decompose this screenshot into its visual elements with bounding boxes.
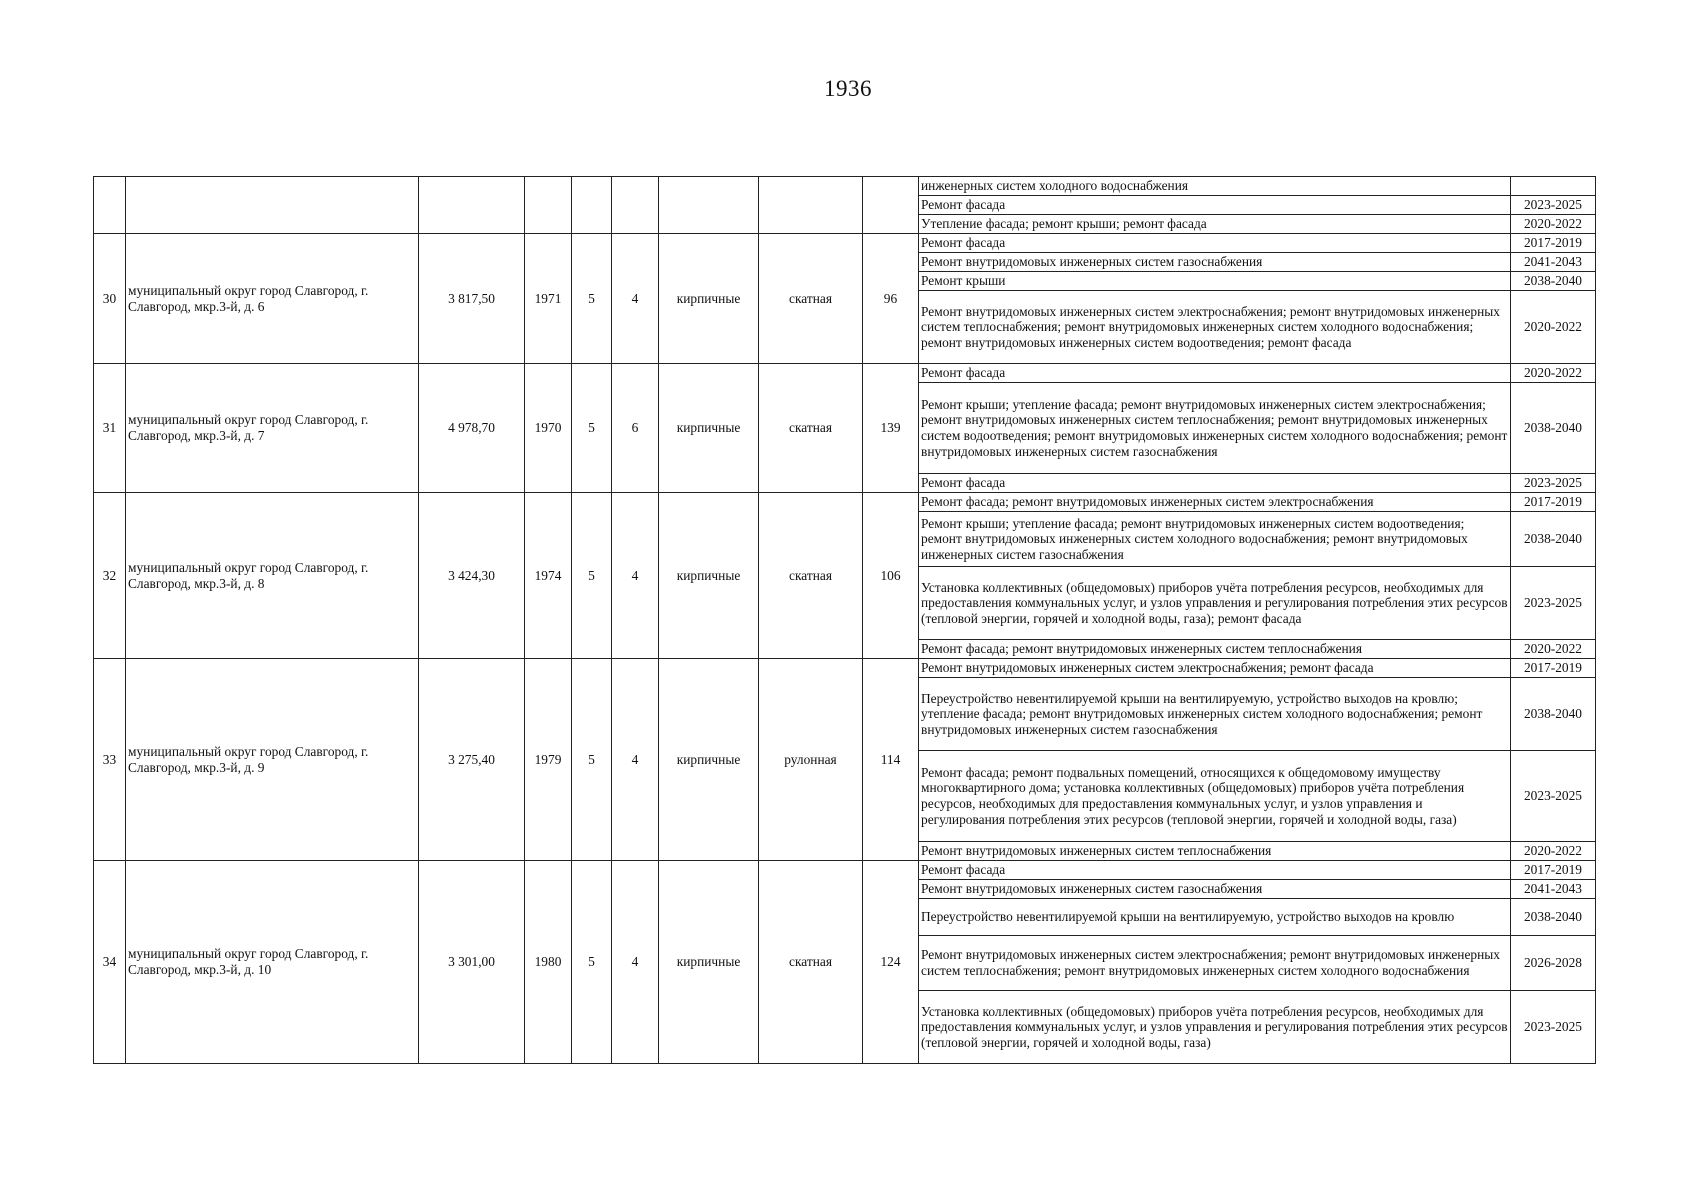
floor-count: 5 (572, 234, 612, 364)
work-period: 2020-2022 (1511, 842, 1596, 861)
building-address: муниципальный округ город Славгород, г. Славгород, мкр.3-й, д. 6 (126, 234, 419, 364)
empty-cell (572, 177, 612, 234)
row-number: 34 (94, 861, 126, 1064)
work-description: Утепление фасада; ремонт крыши; ремонт фасада (919, 215, 1511, 234)
work-description: Переустройство невентилируемой крыши на вентилируемую, устройство выходов на кровлю; утепление фасада; ремонт внутридомовых инженерных систем холодного водоснабжения; ремонт внутридомовых инженерных систем газоснабжения (919, 678, 1511, 751)
resident-count: 124 (863, 861, 919, 1064)
roof-type: скатная (759, 364, 863, 493)
entrance-count: 6 (612, 364, 659, 493)
empty-cell (863, 177, 919, 234)
work-description: Установка коллективных (общедомовых) приборов учёта потребления ресурсов, необходимых для предоставления коммунальных услуг, и узлов управления и регулирования потребления этих ресурсов (тепловой энергии, горячей и холодной воды, газа); ремонт фасада (919, 567, 1511, 640)
entrance-count: 4 (612, 493, 659, 659)
work-period: 2020-2022 (1511, 291, 1596, 364)
work-period: 2023-2025 (1511, 991, 1596, 1064)
work-period: 2041-2043 (1511, 880, 1596, 899)
work-description: Ремонт крыши (919, 272, 1511, 291)
work-description: Ремонт фасада (919, 234, 1511, 253)
table-row (94, 493, 1596, 512)
work-period: 2041-2043 (1511, 253, 1596, 272)
empty-cell (126, 177, 419, 234)
build-year: 1974 (525, 493, 572, 659)
work-description: Ремонт фасада (919, 861, 1511, 880)
wall-material: кирпичные (659, 493, 759, 659)
empty-cell (94, 177, 126, 234)
table-row (94, 364, 1596, 383)
work-description: Ремонт внутридомовых инженерных систем газоснабжения (919, 253, 1511, 272)
roof-type: скатная (759, 861, 863, 1064)
work-description: Ремонт внутридомовых инженерных систем электроснабжения; ремонт внутридомовых инженерных систем теплоснабжения; ремонт внутридомовых инженерных систем холодного водоснабжения; ремонт внутридомовых инженерных систем водоотведения; ремонт фасада (919, 291, 1511, 364)
building-address: муниципальный округ город Славгород, г. Славгород, мкр.3-й, д. 10 (126, 861, 419, 1064)
table-row (94, 861, 1596, 880)
empty-cell (525, 177, 572, 234)
work-period: 2023-2025 (1511, 196, 1596, 215)
work-period: 2023-2025 (1511, 474, 1596, 493)
work-period: 2038-2040 (1511, 383, 1596, 474)
work-description: Ремонт внутридомовых инженерных систем электроснабжения; ремонт внутридомовых инженерных систем теплоснабжения; ремонт внутридомовых инженерных систем холодного водоснабжения (919, 936, 1511, 991)
entrance-count: 4 (612, 659, 659, 861)
continuation-row (94, 177, 1596, 196)
table-row (94, 234, 1596, 253)
wall-material: кирпичные (659, 364, 759, 493)
work-period: 2020-2022 (1511, 640, 1596, 659)
build-year: 1979 (525, 659, 572, 861)
floor-count: 5 (572, 861, 612, 1064)
empty-cell (659, 177, 759, 234)
wall-material: кирпичные (659, 861, 759, 1064)
row-number: 32 (94, 493, 126, 659)
build-year: 1980 (525, 861, 572, 1064)
resident-count: 106 (863, 493, 919, 659)
building-registry-table (93, 176, 1596, 1064)
entrance-count: 4 (612, 234, 659, 364)
row-number: 31 (94, 364, 126, 493)
empty-cell (759, 177, 863, 234)
building-address: муниципальный округ город Славгород, г. Славгород, мкр.3-й, д. 9 (126, 659, 419, 861)
roof-type: скатная (759, 234, 863, 364)
work-description: Ремонт фасада (919, 474, 1511, 493)
resident-count: 96 (863, 234, 919, 364)
floor-count: 5 (572, 659, 612, 861)
work-description: Ремонт внутридомовых инженерных систем газоснабжения (919, 880, 1511, 899)
work-description: Ремонт фасада (919, 196, 1511, 215)
work-period: 2017-2019 (1511, 659, 1596, 678)
floor-count: 5 (572, 493, 612, 659)
row-number: 30 (94, 234, 126, 364)
work-period: 2017-2019 (1511, 234, 1596, 253)
empty-cell (419, 177, 525, 234)
work-period: 2023-2025 (1511, 567, 1596, 640)
work-period: 2038-2040 (1511, 899, 1596, 936)
work-period: 2038-2040 (1511, 272, 1596, 291)
work-description: Ремонт фасада; ремонт подвальных помещений, относящихся к общедомовому имуществу многоквартирного дома; установка коллективных (общедомовых) приборов учёта потребления ресурсов, необходимых для предоставления коммунальных услуг, и узлов управления и регулирования потребления этих ресурсов (тепловой энергии, горячей и холодной воды, газа) (919, 751, 1511, 842)
work-period: 2026-2028 (1511, 936, 1596, 991)
work-description: Ремонт крыши; утепление фасада; ремонт внутридомовых инженерных систем электроснабжения; ремонт внутридомовых инженерных систем теплоснабжения; ремонт внутридомовых инженерных систем водоотведения; ремонт внутридомовых инженерных систем холодного водоснабжения; ремонт внутридомовых инженерных систем газоснабжения (919, 383, 1511, 474)
page-number: 1936 (824, 76, 872, 101)
wall-material: кирпичные (659, 659, 759, 861)
floor-count: 5 (572, 364, 612, 493)
work-description: Переустройство невентилируемой крыши на вентилируемую, устройство выходов на кровлю (919, 899, 1511, 936)
building-address: муниципальный округ город Славгород, г. Славгород, мкр.3-й, д. 8 (126, 493, 419, 659)
work-period (1511, 177, 1596, 196)
work-description: Ремонт фасада (919, 364, 1511, 383)
registry-body (94, 177, 1596, 1064)
work-period: 2038-2040 (1511, 678, 1596, 751)
resident-count: 114 (863, 659, 919, 861)
work-description: Ремонт фасада; ремонт внутридомовых инженерных систем электроснабжения (919, 493, 1511, 512)
work-period: 2017-2019 (1511, 493, 1596, 512)
work-period: 2017-2019 (1511, 861, 1596, 880)
build-year: 1970 (525, 364, 572, 493)
resident-count: 139 (863, 364, 919, 493)
total-area: 3 817,50 (419, 234, 525, 364)
table-row (94, 659, 1596, 678)
work-description: Установка коллективных (общедомовых) приборов учёта потребления ресурсов, необходимых для предоставления коммунальных услуг, и узлов управления и регулирования потребления этих ресурсов (тепловой энергии, горячей и холодной воды, газа) (919, 991, 1511, 1064)
roof-type: рулонная (759, 659, 863, 861)
empty-cell (612, 177, 659, 234)
roof-type: скатная (759, 493, 863, 659)
work-period: 2020-2022 (1511, 364, 1596, 383)
work-period: 2020-2022 (1511, 215, 1596, 234)
entrance-count: 4 (612, 861, 659, 1064)
total-area: 4 978,70 (419, 364, 525, 493)
row-number: 33 (94, 659, 126, 861)
work-description: Ремонт внутридомовых инженерных систем электроснабжения; ремонт фасада (919, 659, 1511, 678)
work-period: 2023-2025 (1511, 751, 1596, 842)
build-year: 1971 (525, 234, 572, 364)
work-description: Ремонт крыши; утепление фасада; ремонт внутридомовых инженерных систем водоотведения; ремонт внутридомовых инженерных систем холодного водоснабжения; ремонт внутридомовых инженерных систем газоснабжения (919, 512, 1511, 567)
work-description: инженерных систем холодного водоснабжения (919, 177, 1511, 196)
wall-material: кирпичные (659, 234, 759, 364)
total-area: 3 301,00 (419, 861, 525, 1064)
total-area: 3 275,40 (419, 659, 525, 861)
work-description: Ремонт внутридомовых инженерных систем теплоснабжения (919, 842, 1511, 861)
building-address: муниципальный округ город Славгород, г. Славгород, мкр.3-й, д. 7 (126, 364, 419, 493)
work-period: 2038-2040 (1511, 512, 1596, 567)
work-description: Ремонт фасада; ремонт внутридомовых инженерных систем теплоснабжения (919, 640, 1511, 659)
total-area: 3 424,30 (419, 493, 525, 659)
